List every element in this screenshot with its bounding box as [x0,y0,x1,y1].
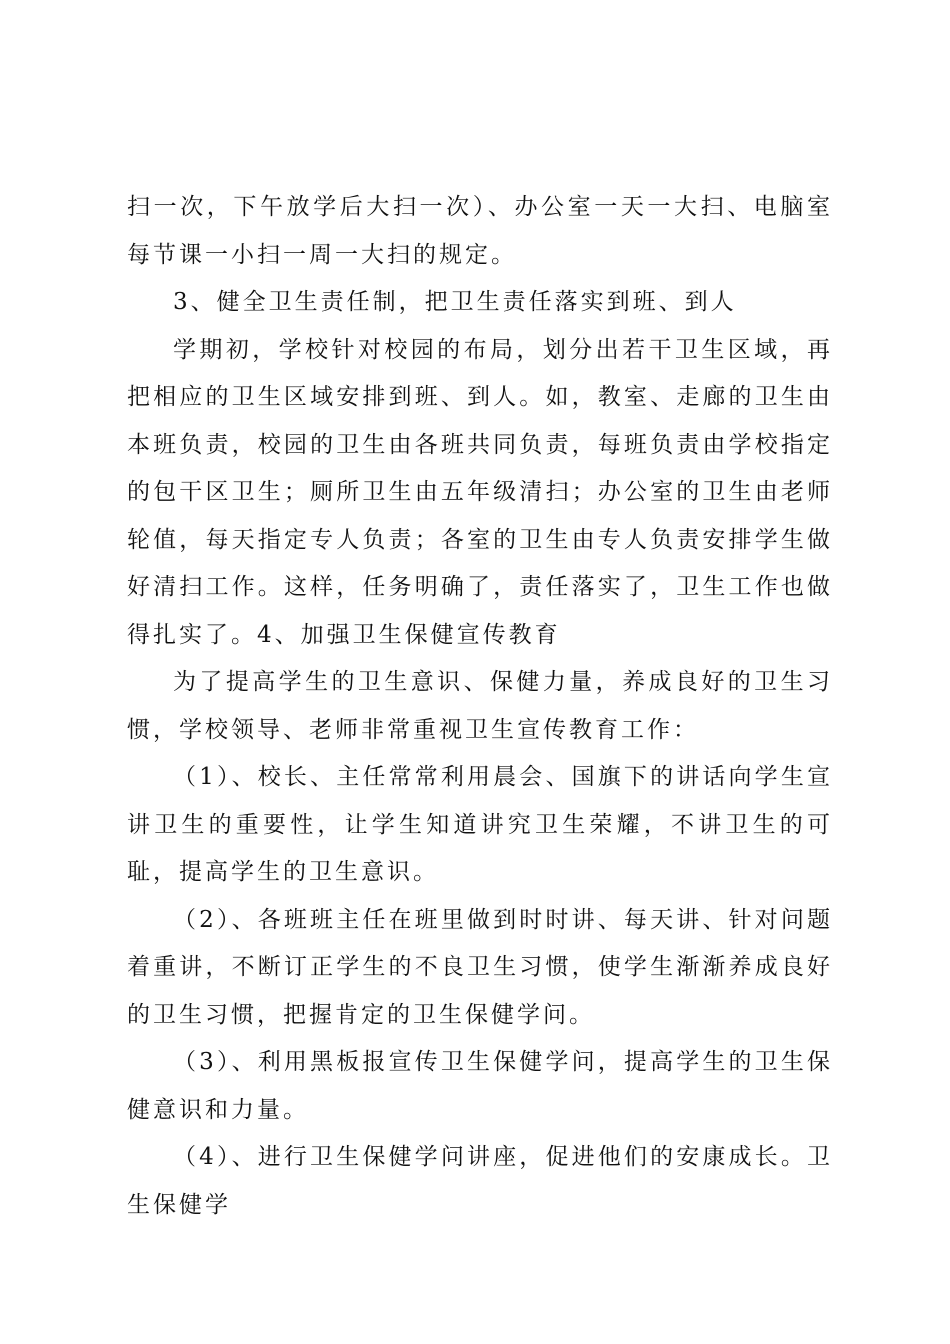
list-item-2: （2）、各班班主任在班里做到时时讲、每天讲、针对问题着重讲，不断订正学生的不良卫生习惯，使学生渐渐养成良好的卫生习惯，把握肯定的卫生保健学问。 [127,906,833,1028]
paragraph-heading-3: 3、健全卫生责任制，把卫生责任落实到班、到人 [173,289,737,315]
list-item-1: （1）、校长、主任常常利用晨会、国旗下的讲话向学生宣讲卫生的重要性，让学生知道讲究卫生荣耀，不讲卫生的可耻，提高学生的卫生意识。 [127,764,833,885]
document-body [127,184,833,1229]
paragraph-continuation: 扫一次，下午放学后大扫一次）、办公室一天一大扫、电脑室每节课一小扫一周一大扫的规定。 [127,194,833,268]
list-item-3: （3）、利用黑板报宣传卫生保健学问，提高学生的卫生保健意识和力量。 [127,1049,833,1123]
paragraph-education-intro: 为了提高学生的卫生意识、保健力量，养成良好的卫生习惯，学校领导、老师非常重视卫生宣传教育工作： [127,669,833,743]
list-item-4: （4）、进行卫生保健学问讲座，促进他们的安康成长。卫生保健学 [127,1144,833,1218]
paragraph-hygiene-zones: 学期初，学校针对校园的布局，划分出若干卫生区域，再把相应的卫生区域安排到班、到人。如，教室、走廊的卫生由本班负责，校园的卫生由各班共同负责，每班负责由学校指定的包干区卫生；厕所卫生由五年级清扫；办公室的卫生由老师轮值，每天指定专人负责；各室的卫生由专人负责安排学生做好清扫工作。这样，任务明确了，责任落实了，卫生工作也做得扎实了。4、加强卫生保健宣传教育 [127,336,833,648]
